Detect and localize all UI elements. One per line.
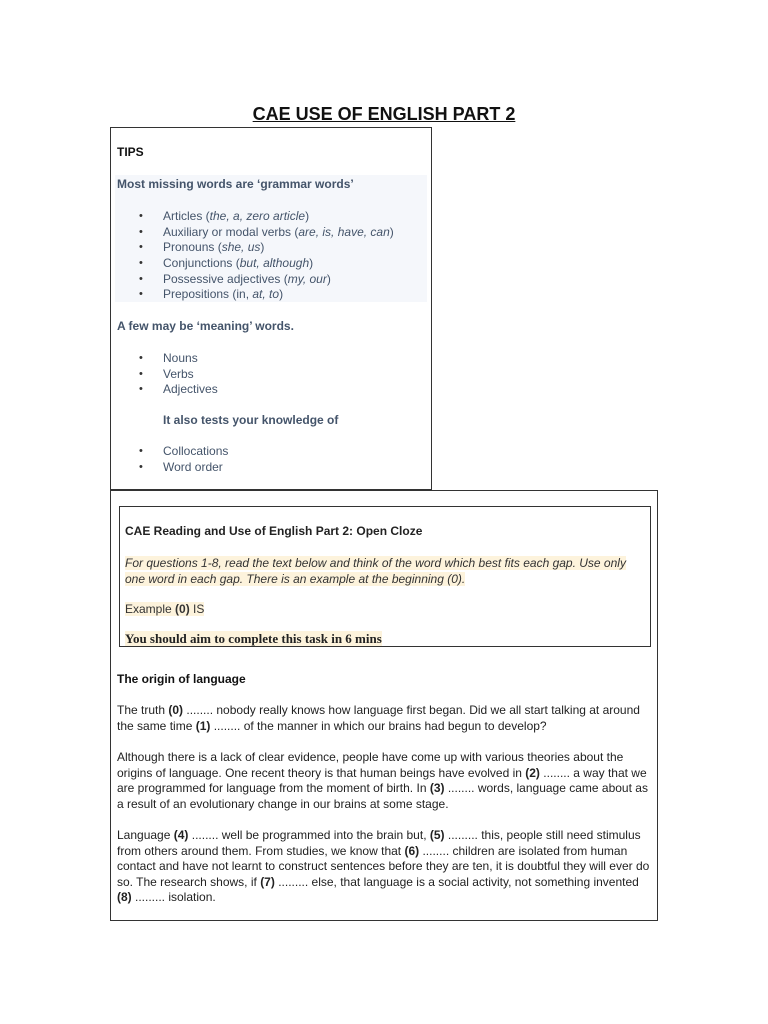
- meaning-heading: A few may be ‘meaning’ words.: [117, 319, 294, 333]
- grammar-item: • Pronouns (she, us): [117, 240, 394, 256]
- gap-number: (8): [117, 890, 132, 905]
- instruction-line-1: For questions 1-8, read the text below and think of the word which best fits each gap. Use only: [125, 556, 626, 570]
- example-prefix: Example: [125, 602, 176, 616]
- tips-label: TIPS: [117, 145, 144, 159]
- gap-number: (2): [525, 765, 540, 780]
- passage-paragraph-2: Although there is a lack of clear evidence, people have come up with various theories about the origins of language. One recent theory is that human beings have evolved in (2) ........ a way that we are programmed for language from the moment of birth. In (3) ........ words, language came about as a result of an evolutionary change in our brains at some stage.: [117, 750, 648, 811]
- grammar-item: • Conjunctions (but, although): [117, 256, 394, 272]
- grammar-item: • Articles (the, a, zero article): [117, 209, 394, 225]
- gap-number: (3): [429, 781, 445, 796]
- grammar-list: [117, 209, 394, 303]
- time-aim: [125, 631, 382, 647]
- gap-number: (7): [260, 874, 275, 889]
- instructions-box: [119, 506, 651, 647]
- task-box: [110, 490, 658, 921]
- knowledge-heading: It also tests your knowledge of: [163, 413, 339, 427]
- knowledge-item: • Collocations: [117, 444, 228, 460]
- gap-number: (6): [404, 843, 420, 858]
- meaning-item: • Nouns: [117, 351, 218, 367]
- grammar-item: • Prepositions (in, at, to): [117, 287, 394, 303]
- example-answer: IS: [189, 602, 205, 616]
- gap-number: (0): [168, 703, 184, 717]
- example-number: (0): [175, 602, 190, 616]
- passage-paragraph-3: Language (4) ........ well be programmed into the brain but, (5) ......... this, people still need stimulus from others around them. From studies, we know that (6) ........ children are isolated from human contact and have not learnt to construct sentences before they are ten, it is doubtful they will ever do so. The research shows, if (7) ......... else, that language is a social activity, not something invented (8) ......... isolation.: [117, 828, 650, 905]
- knowledge-item: • Word order: [117, 460, 228, 476]
- grammar-item: • Possessive adjectives (my, our): [117, 272, 394, 288]
- gap-number: (5): [429, 828, 445, 842]
- gap-number: (1): [195, 718, 211, 733]
- instruction-line-2: one word in each gap. There is an example at the beginning (0).: [125, 572, 466, 586]
- time-aim-text: You should aim to complete this task in 6 mins: [125, 631, 382, 646]
- task-title: CAE Reading and Use of English Part 2: Open Cloze: [125, 524, 423, 538]
- passage-paragraph-1: The truth (0) ........ nobody really knows how language first began. Did we all start talking at around the same time (1) ........ of the manner in which our brains had begun to develop?: [117, 703, 640, 733]
- meaning-list: [117, 351, 218, 398]
- page-title: CAE USE OF ENGLISH PART 2: [252, 104, 516, 124]
- meaning-item: • Verbs: [117, 367, 218, 383]
- example-line: [125, 602, 204, 616]
- knowledge-list: [117, 444, 228, 475]
- grammar-item: • Auxiliary or modal verbs (are, is, have, can): [117, 225, 394, 241]
- meaning-item: • Adjectives: [117, 382, 218, 398]
- task-instruction: [125, 555, 645, 587]
- passage-title: The origin of language: [117, 672, 246, 686]
- tips-box: [110, 127, 432, 490]
- grammar-heading: Most missing words are ‘grammar words’: [117, 177, 354, 191]
- gap-number: (4): [173, 828, 189, 842]
